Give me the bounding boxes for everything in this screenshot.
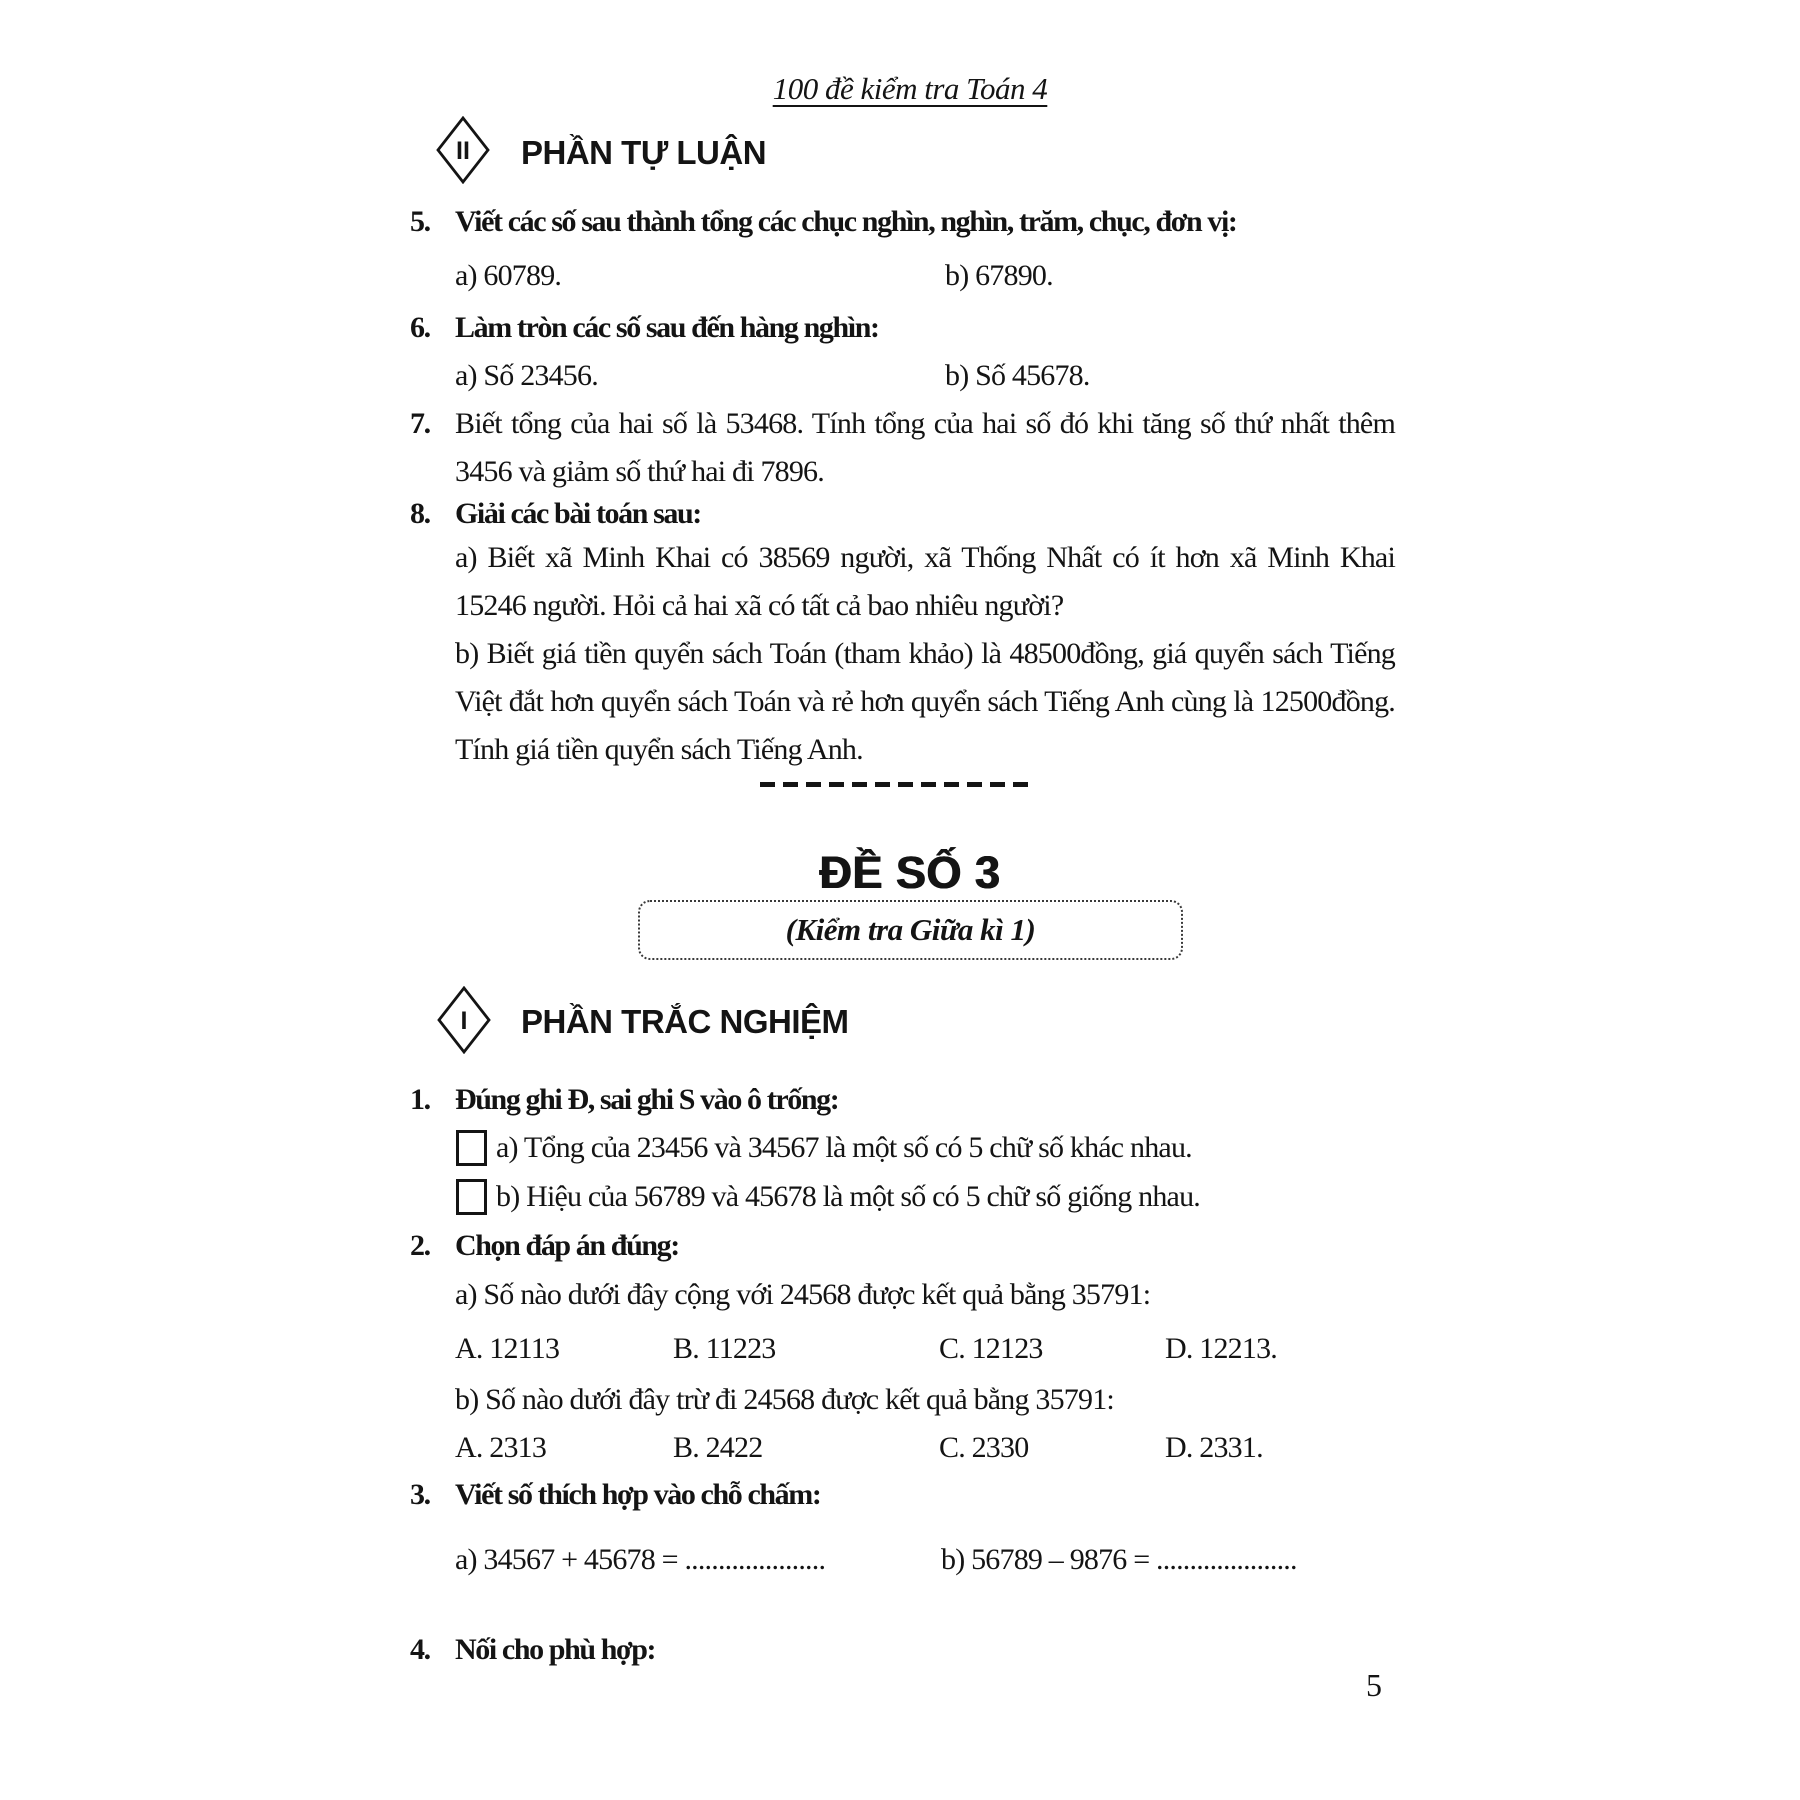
q1b-answer-checkbox[interactable] [456,1179,487,1215]
q4-number: 4. [410,1633,430,1666]
q2a-option-c: C. 12123 [939,1332,1043,1365]
q3-item-a: a) 34567 + 45678 = ..................... [455,1543,826,1576]
test-title: ĐỀ SỐ 3 [819,847,1001,898]
q2b-option-a: A. 2313 [455,1431,547,1464]
q6-item-a: a) Số 23456. [455,359,598,392]
page-number: 5 [1366,1667,1382,1703]
running-head [610,66,1210,112]
q5-item-b: b) 67890. [945,259,1053,292]
q1-item-b: b) Hiệu của 56789 và 45678 là một số có 5 chữ số giống nhau. [496,1180,1200,1213]
q2a-option-b: B. 11223 [673,1332,776,1365]
q8-item-a: a) Biết xã Minh Khai có 38569 người, xã Thống Nhất có ít hơn xã Minh Khai 15246 người. Hỏi cả hai xã có tất cả bao nhiêu người? [455,541,1395,622]
q3-item-b: b) 56789 – 9876 = ..................... [941,1543,1297,1576]
q8-number: 8. [410,497,430,530]
q1-item-a: a) Tổng của 23456 và 34567 là một số có 5 chữ số khác nhau. [496,1131,1192,1164]
q1a-answer-checkbox[interactable] [456,1130,487,1166]
q4-text: Nối cho phù hợp: [455,1633,656,1666]
q6-number: 6. [410,311,430,344]
q5-text: Viết các số sau thành tổng các chục nghìn, nghìn, trăm, chục, đơn vị: [455,205,1237,238]
q6-item-b: b) Số 45678. [945,359,1090,392]
q2b-option-d: D. 2331. [1165,1431,1263,1464]
q2b-option-b: B. 2422 [673,1431,763,1464]
section-mc-title: PHẦN TRẮC NGHIỆM [521,1003,849,1040]
q2-number: 2. [410,1229,430,1262]
q2b-option-c: C. 2330 [939,1431,1029,1464]
test-subtitle: (Kiểm tra Giữa kì 1) [785,912,1036,947]
q1-number: 1. [410,1083,430,1116]
q8-text: Giải các bài toán sau: [455,497,701,530]
section-ii-badge-diamond-icon [436,116,490,184]
book-title: 100 đề kiểm tra Toán 4 [772,71,1048,106]
section-ii-badge-label: II [456,137,470,165]
q2a-option-a: A. 12113 [455,1332,560,1365]
q5-number: 5. [410,205,430,238]
q8-item-b: b) Biết giá tiền quyển sách Toán (tham khảo) là 48500đồng, giá quyển sách Tiếng Việt đắt hơn quyển sách Toán và rẻ hơn quyển sách Tiếng Anh cùng là 12500đồng. Tính giá tiền quyển sách Tiếng Anh. [455,637,1395,766]
section-i-badge-diamond-icon [437,986,491,1054]
section-i-badge-label: I [460,1007,468,1035]
q7-text: Biết tổng của hai số là 53468. Tính tổng của hai số đó khi tăng số thứ nhất thêm 3456 và giảm số thứ hai đi 7896. [455,407,1395,488]
section-essay-title: PHẦN TỰ LUẬN [521,134,767,171]
q7-number: 7. [410,407,430,440]
q5-item-a: a) 60789. [455,259,562,292]
test-subtitle-box [638,900,1183,960]
q1-text: Đúng ghi Đ, sai ghi S vào ô trống: [455,1083,839,1116]
q2a-option-d: D. 12213. [1165,1332,1277,1365]
q3-number: 3. [410,1478,430,1511]
q6-text: Làm tròn các số sau đến hàng nghìn: [455,311,879,344]
q2-item-a: a) Số nào dưới đây cộng với 24568 được kết quả bằng 35791: [455,1278,1151,1311]
q2-text: Chọn đáp án đúng: [455,1229,679,1262]
q3-text: Viết số thích hợp vào chỗ chấm: [455,1478,821,1511]
q2-item-b: b) Số nào dưới đây trừ đi 24568 được kết quả bằng 35791: [455,1383,1114,1416]
dashed-divider [760,782,1028,787]
